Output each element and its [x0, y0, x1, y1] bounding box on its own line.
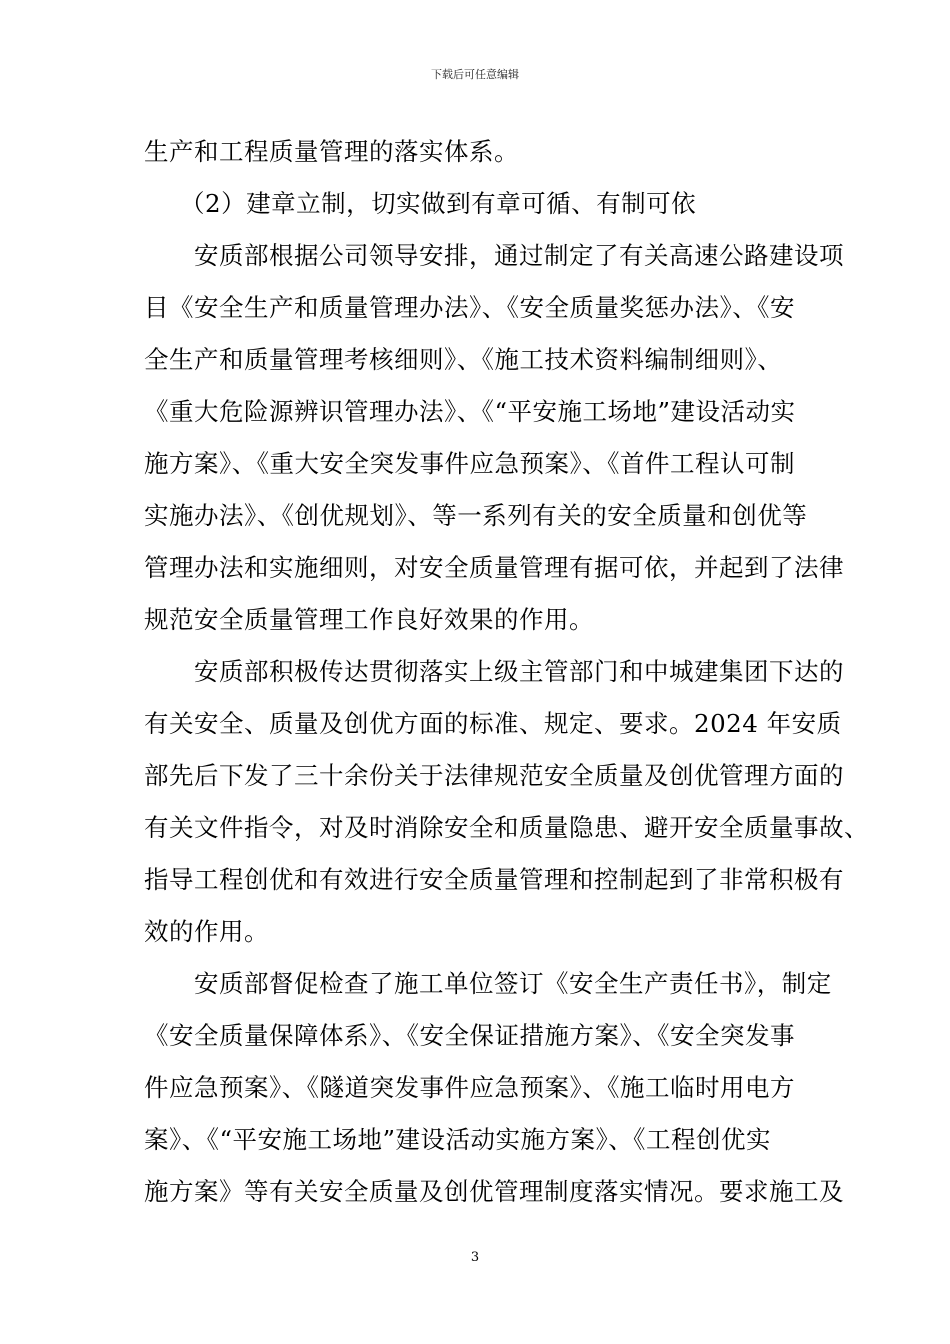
body-line: 管理办法和实施细则，对安全质量管理有据可依，并起到了法律: [144, 553, 844, 582]
body-line: 部先后下发了三十余份关于法律规范安全质量及创优管理方面的: [144, 761, 844, 790]
body-line: 效的作用。: [144, 917, 269, 946]
body-line: 案》、《“平安施工场地”建设活动实施方案》、《工程创优实: [144, 1125, 772, 1154]
page-number: 3: [470, 1250, 480, 1265]
body-line: 《安全质量保障体系》、《安全保证措施方案》、《安全突发事: [144, 1021, 795, 1050]
body-line: 实施办法》、《创优规划》、等一系列有关的安全质量和创优等: [144, 501, 808, 530]
document-body: [144, 126, 869, 1218]
section-heading: （2）建章立制，切实做到有章可循、有制可依: [180, 189, 697, 218]
body-line: 有关安全、质量及创优方面的标准、规定、要求。2024 年安质: [144, 709, 842, 738]
page-header: 下载后可任意编辑: [431, 68, 519, 81]
body-line: 规范安全质量管理工作良好效果的作用。: [144, 605, 594, 634]
body-line: 指导工程创优和有效进行安全质量管理和控制起到了非常积极有: [144, 865, 844, 894]
paragraph-first-line: 安质部督促检查了施工单位签订《安全生产责任书》，制定: [194, 969, 832, 998]
body-line: 件应急预案》、《隧道突发事件应急预案》、《施工临时用电方: [144, 1073, 795, 1102]
body-line: 全生产和质量管理考核细则》、《施工技术资料编制细则》、: [144, 345, 783, 374]
paragraph-first-line: 安质部根据公司领导安排，通过制定了有关高速公路建设项: [194, 241, 844, 270]
paragraph-first-line: 安质部积极传达贯彻落实上级主管部门和中城建集团下达的: [194, 657, 844, 686]
body-line: 有关文件指令，对及时消除安全和质量隐患、避开安全质量事故、: [144, 813, 869, 842]
body-line: 施方案》、《重大安全突发事件应急预案》、《首件工程认可制: [144, 449, 795, 478]
body-line: 生产和工程质量管理的落实体系。: [144, 137, 519, 166]
body-line: 《重大危险源辨识管理办法》、《“平安施工场地”建设活动实: [144, 397, 796, 426]
body-line: 目《安全生产和质量管理办法》、《安全质量奖惩办法》、《安: [144, 293, 795, 322]
body-line: 施方案》等有关安全质量及创优管理制度落实情况。要求施工及: [144, 1177, 844, 1206]
